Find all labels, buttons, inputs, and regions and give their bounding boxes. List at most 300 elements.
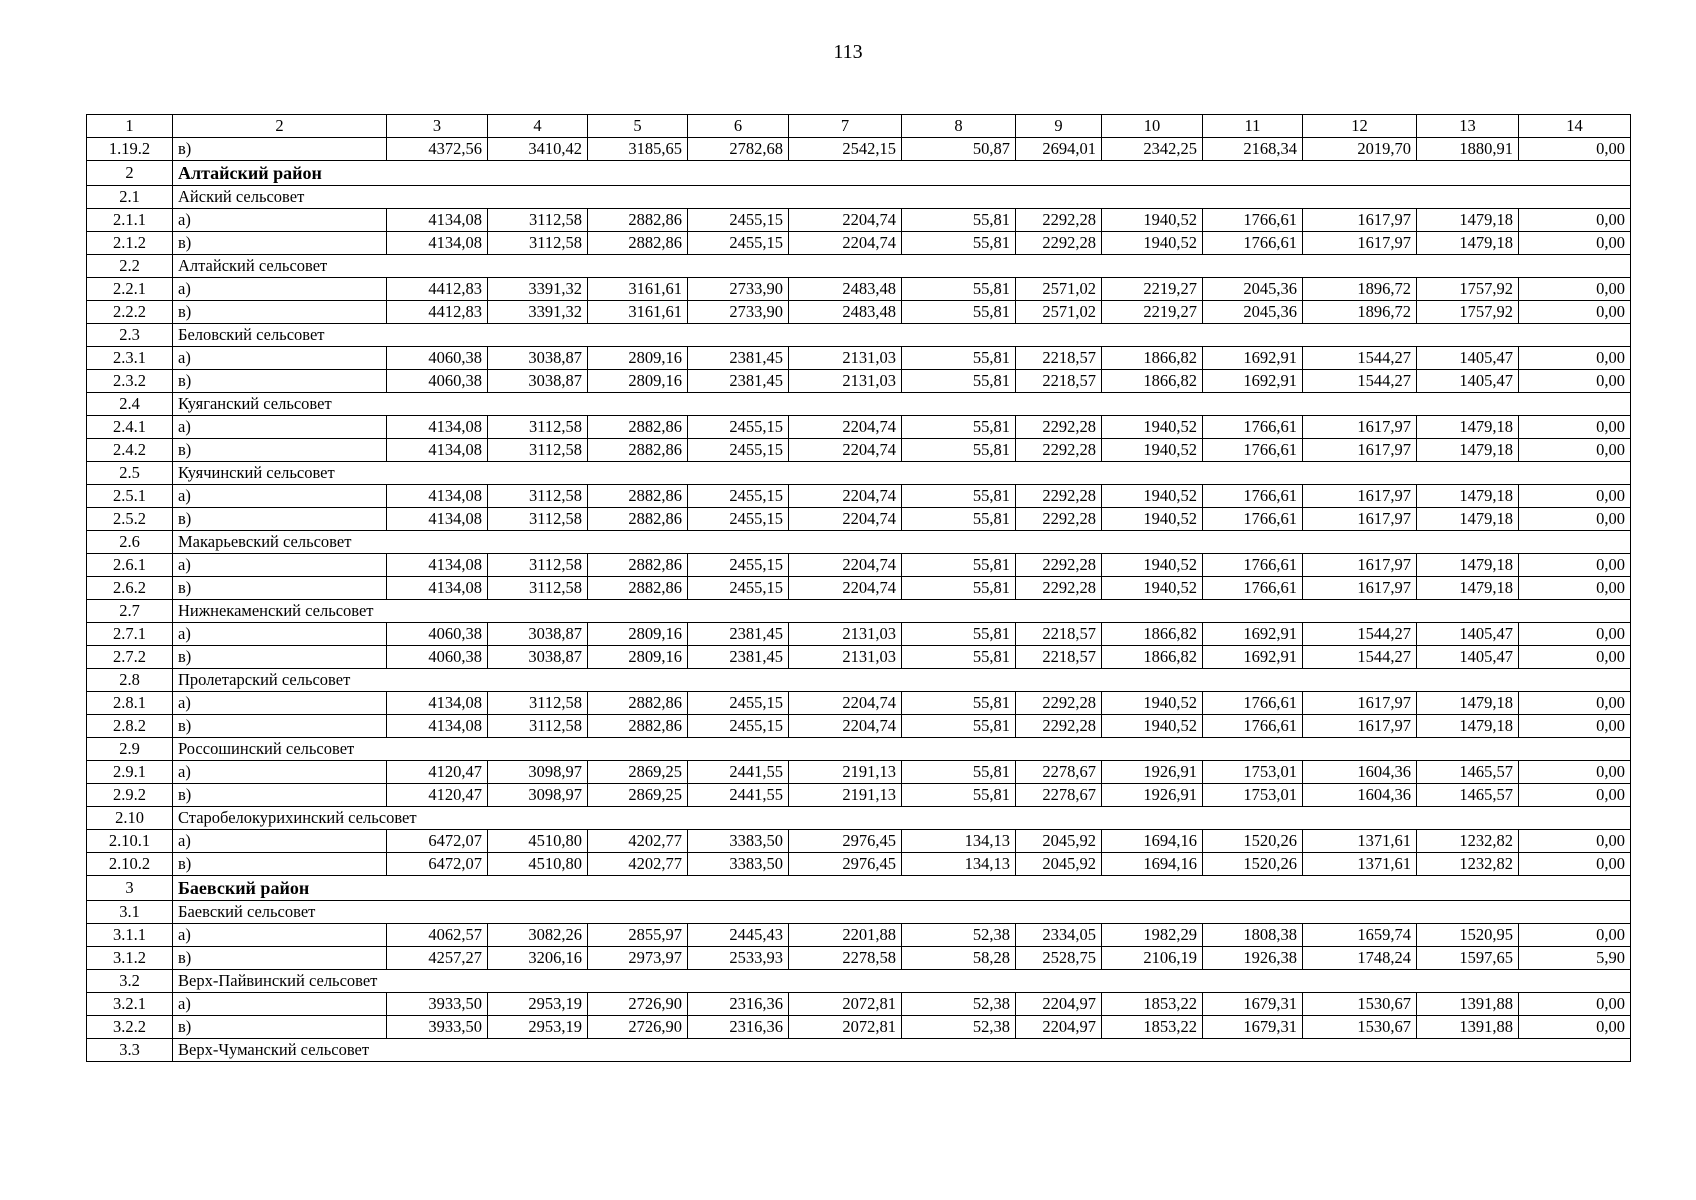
value-cell: 0,00 xyxy=(1519,577,1631,600)
value-cell: 3112,58 xyxy=(488,232,588,255)
value-cell: 1926,38 xyxy=(1203,947,1303,970)
value-cell: 2882,86 xyxy=(588,692,688,715)
value-cell: 2045,36 xyxy=(1203,301,1303,324)
value-cell: 1520,26 xyxy=(1203,853,1303,876)
value-cell: 2204,74 xyxy=(789,485,902,508)
value-cell: 2292,28 xyxy=(1016,416,1102,439)
value-cell: 2809,16 xyxy=(588,646,688,669)
row-number: 2.10.2 xyxy=(87,853,173,876)
value-cell: 1766,61 xyxy=(1203,715,1303,738)
value-cell: 3383,50 xyxy=(688,830,789,853)
row-label: в) xyxy=(173,138,387,161)
value-cell: 4202,77 xyxy=(588,830,688,853)
row-label: а) xyxy=(173,924,387,947)
value-cell: 55,81 xyxy=(902,370,1016,393)
value-cell: 2782,68 xyxy=(688,138,789,161)
value-cell: 1371,61 xyxy=(1303,853,1417,876)
value-cell: 1926,91 xyxy=(1102,784,1203,807)
header-cell: 10 xyxy=(1102,115,1203,138)
value-cell: 4134,08 xyxy=(387,508,488,531)
row-number: 3.2.1 xyxy=(87,993,173,1016)
value-cell: 2292,28 xyxy=(1016,439,1102,462)
value-cell: 2571,02 xyxy=(1016,278,1102,301)
value-cell: 0,00 xyxy=(1519,301,1631,324)
value-cell: 1753,01 xyxy=(1203,761,1303,784)
value-cell: 4120,47 xyxy=(387,784,488,807)
value-cell: 0,00 xyxy=(1519,993,1631,1016)
value-cell: 2882,86 xyxy=(588,715,688,738)
row-label: в) xyxy=(173,370,387,393)
value-cell: 4510,80 xyxy=(488,853,588,876)
value-cell: 1405,47 xyxy=(1417,370,1519,393)
value-cell: 2455,15 xyxy=(688,232,789,255)
value-cell: 2882,86 xyxy=(588,485,688,508)
value-cell: 2292,28 xyxy=(1016,715,1102,738)
row-label: в) xyxy=(173,508,387,531)
subsection-number: 2.5 xyxy=(87,462,173,485)
subsection-title: Верх-Пайвинский сельсовет xyxy=(173,970,1631,993)
data-row xyxy=(87,623,1631,646)
value-cell: 1479,18 xyxy=(1417,485,1519,508)
subsection-title: Пролетарский сельсовет xyxy=(173,669,1631,692)
value-cell: 3112,58 xyxy=(488,577,588,600)
header-cell: 1 xyxy=(87,115,173,138)
value-cell: 1940,52 xyxy=(1102,715,1203,738)
header-cell: 8 xyxy=(902,115,1016,138)
row-number: 2.9.1 xyxy=(87,761,173,784)
row-label: а) xyxy=(173,692,387,715)
header-cell: 12 xyxy=(1303,115,1417,138)
value-cell: 1940,52 xyxy=(1102,209,1203,232)
value-cell: 0,00 xyxy=(1519,623,1631,646)
data-row xyxy=(87,761,1631,784)
data-row xyxy=(87,416,1631,439)
value-cell: 1940,52 xyxy=(1102,439,1203,462)
row-number: 3.1.1 xyxy=(87,924,173,947)
value-cell: 1757,92 xyxy=(1417,278,1519,301)
value-cell: 1853,22 xyxy=(1102,1016,1203,1039)
value-cell: 2483,48 xyxy=(789,301,902,324)
value-cell: 2455,15 xyxy=(688,577,789,600)
subsection-number: 2.4 xyxy=(87,393,173,416)
subsection-title: Куяганский сельсовет xyxy=(173,393,1631,416)
value-cell: 1880,91 xyxy=(1417,138,1519,161)
subsection-number: 3.1 xyxy=(87,901,173,924)
data-row xyxy=(87,508,1631,531)
row-label: в) xyxy=(173,853,387,876)
value-cell: 1520,95 xyxy=(1417,924,1519,947)
data-row xyxy=(87,439,1631,462)
value-cell: 2694,01 xyxy=(1016,138,1102,161)
value-cell: 2441,55 xyxy=(688,761,789,784)
data-row xyxy=(87,370,1631,393)
value-cell: 1544,27 xyxy=(1303,370,1417,393)
value-cell: 2334,05 xyxy=(1016,924,1102,947)
value-cell: 1617,97 xyxy=(1303,209,1417,232)
value-cell: 3391,32 xyxy=(488,301,588,324)
value-cell: 1617,97 xyxy=(1303,416,1417,439)
data-row xyxy=(87,784,1631,807)
value-cell: 0,00 xyxy=(1519,646,1631,669)
row-number: 3.2.2 xyxy=(87,1016,173,1039)
value-cell: 3112,58 xyxy=(488,209,588,232)
value-cell: 2455,15 xyxy=(688,715,789,738)
value-cell: 4134,08 xyxy=(387,232,488,255)
value-cell: 2072,81 xyxy=(789,993,902,1016)
value-cell: 1679,31 xyxy=(1203,1016,1303,1039)
header-cell: 9 xyxy=(1016,115,1102,138)
value-cell: 3038,87 xyxy=(488,370,588,393)
data-row xyxy=(87,232,1631,255)
value-cell: 4134,08 xyxy=(387,209,488,232)
value-cell: 1766,61 xyxy=(1203,232,1303,255)
subsection-row xyxy=(87,531,1631,554)
value-cell: 4134,08 xyxy=(387,692,488,715)
value-cell: 2882,86 xyxy=(588,209,688,232)
value-cell: 4060,38 xyxy=(387,623,488,646)
row-number: 2.6.2 xyxy=(87,577,173,600)
value-cell: 55,81 xyxy=(902,623,1016,646)
row-number: 2.5.1 xyxy=(87,485,173,508)
subsection-title: Макарьевский сельсовет xyxy=(173,531,1631,554)
value-cell: 1604,36 xyxy=(1303,761,1417,784)
row-label: в) xyxy=(173,301,387,324)
value-cell: 2204,74 xyxy=(789,416,902,439)
value-cell: 2204,74 xyxy=(789,209,902,232)
value-cell: 1766,61 xyxy=(1203,692,1303,715)
value-cell: 2204,74 xyxy=(789,715,902,738)
section-title: Баевский район xyxy=(173,876,1631,901)
data-row xyxy=(87,993,1631,1016)
value-cell: 1479,18 xyxy=(1417,577,1519,600)
value-cell: 1808,38 xyxy=(1203,924,1303,947)
value-cell: 1465,57 xyxy=(1417,784,1519,807)
value-cell: 55,81 xyxy=(902,278,1016,301)
section-row xyxy=(87,876,1631,901)
value-cell: 1479,18 xyxy=(1417,692,1519,715)
value-cell: 0,00 xyxy=(1519,347,1631,370)
value-cell: 4134,08 xyxy=(387,439,488,462)
value-cell: 1766,61 xyxy=(1203,439,1303,462)
value-cell: 2204,74 xyxy=(789,508,902,531)
value-cell: 1896,72 xyxy=(1303,278,1417,301)
value-cell: 1692,91 xyxy=(1203,347,1303,370)
value-cell: 2168,34 xyxy=(1203,138,1303,161)
header-cell: 2 xyxy=(173,115,387,138)
header-cell: 13 xyxy=(1417,115,1519,138)
value-cell: 2106,19 xyxy=(1102,947,1203,970)
row-label: а) xyxy=(173,993,387,1016)
value-cell: 1982,29 xyxy=(1102,924,1203,947)
row-label: в) xyxy=(173,715,387,738)
subsection-number: 2.7 xyxy=(87,600,173,623)
value-cell: 2809,16 xyxy=(588,347,688,370)
value-cell: 2855,97 xyxy=(588,924,688,947)
table-body xyxy=(87,115,1631,1062)
row-label: а) xyxy=(173,347,387,370)
value-cell: 2381,45 xyxy=(688,347,789,370)
value-cell: 4510,80 xyxy=(488,830,588,853)
subsection-title: Россошинский сельсовет xyxy=(173,738,1631,761)
value-cell: 2542,15 xyxy=(789,138,902,161)
value-cell: 1597,65 xyxy=(1417,947,1519,970)
value-cell: 1766,61 xyxy=(1203,508,1303,531)
value-cell: 2218,57 xyxy=(1016,370,1102,393)
value-cell: 2976,45 xyxy=(789,830,902,853)
value-cell: 6472,07 xyxy=(387,830,488,853)
value-cell: 2292,28 xyxy=(1016,209,1102,232)
value-cell: 1617,97 xyxy=(1303,439,1417,462)
value-cell: 2292,28 xyxy=(1016,577,1102,600)
value-cell: 1679,31 xyxy=(1203,993,1303,1016)
subsection-title: Нижнекаменский сельсовет xyxy=(173,600,1631,623)
value-cell: 2882,86 xyxy=(588,439,688,462)
row-label: в) xyxy=(173,439,387,462)
subsection-row xyxy=(87,901,1631,924)
value-cell: 0,00 xyxy=(1519,278,1631,301)
row-number: 2.9.2 xyxy=(87,784,173,807)
row-number: 2.8.2 xyxy=(87,715,173,738)
subsection-row xyxy=(87,393,1631,416)
value-cell: 1866,82 xyxy=(1102,623,1203,646)
value-cell: 1405,47 xyxy=(1417,623,1519,646)
value-cell: 2292,28 xyxy=(1016,692,1102,715)
row-number: 2.2.2 xyxy=(87,301,173,324)
value-cell: 2131,03 xyxy=(789,623,902,646)
value-cell: 0,00 xyxy=(1519,761,1631,784)
data-row xyxy=(87,646,1631,669)
table-header-row xyxy=(87,115,1631,138)
value-cell: 2201,88 xyxy=(789,924,902,947)
value-cell: 4134,08 xyxy=(387,577,488,600)
value-cell: 1405,47 xyxy=(1417,347,1519,370)
subsection-row xyxy=(87,807,1631,830)
value-cell: 2882,86 xyxy=(588,508,688,531)
value-cell: 4060,38 xyxy=(387,347,488,370)
subsection-title: Верх-Чуманский сельсовет xyxy=(173,1039,1631,1062)
value-cell: 2316,36 xyxy=(688,993,789,1016)
value-cell: 2809,16 xyxy=(588,370,688,393)
value-cell: 1604,36 xyxy=(1303,784,1417,807)
value-cell: 0,00 xyxy=(1519,508,1631,531)
section-row xyxy=(87,161,1631,186)
value-cell: 3038,87 xyxy=(488,646,588,669)
value-cell: 1530,67 xyxy=(1303,993,1417,1016)
row-label: в) xyxy=(173,1016,387,1039)
subsection-row xyxy=(87,970,1631,993)
value-cell: 0,00 xyxy=(1519,554,1631,577)
value-cell: 3112,58 xyxy=(488,485,588,508)
value-cell: 55,81 xyxy=(902,232,1016,255)
value-cell: 3112,58 xyxy=(488,508,588,531)
value-cell: 1544,27 xyxy=(1303,623,1417,646)
value-cell: 1479,18 xyxy=(1417,554,1519,577)
value-cell: 2292,28 xyxy=(1016,485,1102,508)
value-cell: 1866,82 xyxy=(1102,347,1203,370)
value-cell: 0,00 xyxy=(1519,485,1631,508)
value-cell: 4120,47 xyxy=(387,761,488,784)
value-cell: 55,81 xyxy=(902,347,1016,370)
subsection-title: Айский сельсовет xyxy=(173,186,1631,209)
value-cell: 0,00 xyxy=(1519,715,1631,738)
value-cell: 1544,27 xyxy=(1303,646,1417,669)
value-cell: 2204,74 xyxy=(789,439,902,462)
value-cell: 0,00 xyxy=(1519,853,1631,876)
value-cell: 0,00 xyxy=(1519,209,1631,232)
value-cell: 55,81 xyxy=(902,692,1016,715)
data-row xyxy=(87,830,1631,853)
data-row xyxy=(87,209,1631,232)
row-number: 2.3.1 xyxy=(87,347,173,370)
value-cell: 2045,92 xyxy=(1016,853,1102,876)
value-cell: 3185,65 xyxy=(588,138,688,161)
value-cell: 1617,97 xyxy=(1303,508,1417,531)
value-cell: 2445,43 xyxy=(688,924,789,947)
value-cell: 4134,08 xyxy=(387,485,488,508)
value-cell: 0,00 xyxy=(1519,439,1631,462)
value-cell: 1617,97 xyxy=(1303,692,1417,715)
value-cell: 4412,83 xyxy=(387,278,488,301)
row-number: 2.4.1 xyxy=(87,416,173,439)
value-cell: 3098,97 xyxy=(488,761,588,784)
value-cell: 1405,47 xyxy=(1417,646,1519,669)
value-cell: 0,00 xyxy=(1519,830,1631,853)
value-cell: 2533,93 xyxy=(688,947,789,970)
value-cell: 0,00 xyxy=(1519,1016,1631,1039)
value-cell: 1866,82 xyxy=(1102,370,1203,393)
value-cell: 2131,03 xyxy=(789,646,902,669)
data-row xyxy=(87,577,1631,600)
value-cell: 2131,03 xyxy=(789,370,902,393)
value-cell: 2869,25 xyxy=(588,761,688,784)
value-cell: 2455,15 xyxy=(688,209,789,232)
value-cell: 1544,27 xyxy=(1303,347,1417,370)
value-cell: 1659,74 xyxy=(1303,924,1417,947)
value-cell: 1940,52 xyxy=(1102,485,1203,508)
value-cell: 1766,61 xyxy=(1203,577,1303,600)
value-cell: 1465,57 xyxy=(1417,761,1519,784)
data-row xyxy=(87,715,1631,738)
row-number: 2.3.2 xyxy=(87,370,173,393)
value-cell: 1530,67 xyxy=(1303,1016,1417,1039)
data-row xyxy=(87,278,1631,301)
value-cell: 1766,61 xyxy=(1203,485,1303,508)
value-cell: 1766,61 xyxy=(1203,554,1303,577)
value-cell: 5,90 xyxy=(1519,947,1631,970)
header-cell: 14 xyxy=(1519,115,1631,138)
value-cell: 2045,36 xyxy=(1203,278,1303,301)
value-cell: 0,00 xyxy=(1519,232,1631,255)
row-label: в) xyxy=(173,947,387,970)
subsection-title: Старобелокурихинский сельсовет xyxy=(173,807,1631,830)
data-row xyxy=(87,347,1631,370)
value-cell: 2019,70 xyxy=(1303,138,1417,161)
row-number: 2.7.2 xyxy=(87,646,173,669)
value-cell: 2483,48 xyxy=(789,278,902,301)
value-cell: 1896,72 xyxy=(1303,301,1417,324)
data-row xyxy=(87,138,1631,161)
value-cell: 3206,16 xyxy=(488,947,588,970)
value-cell: 55,81 xyxy=(902,301,1016,324)
value-cell: 2204,97 xyxy=(1016,1016,1102,1039)
value-cell: 1766,61 xyxy=(1203,209,1303,232)
row-number: 2.1.1 xyxy=(87,209,173,232)
value-cell: 1617,97 xyxy=(1303,232,1417,255)
row-label: а) xyxy=(173,623,387,646)
value-cell: 58,28 xyxy=(902,947,1016,970)
value-cell: 2218,57 xyxy=(1016,646,1102,669)
header-cell: 3 xyxy=(387,115,488,138)
value-cell: 55,81 xyxy=(902,508,1016,531)
value-cell: 4062,57 xyxy=(387,924,488,947)
value-cell: 2292,28 xyxy=(1016,232,1102,255)
value-cell: 2953,19 xyxy=(488,1016,588,1039)
value-cell: 1479,18 xyxy=(1417,508,1519,531)
subsection-title: Баевский сельсовет xyxy=(173,901,1631,924)
value-cell: 1479,18 xyxy=(1417,209,1519,232)
subsection-row xyxy=(87,462,1631,485)
value-cell: 1692,91 xyxy=(1203,370,1303,393)
data-row xyxy=(87,485,1631,508)
subsection-row xyxy=(87,1039,1631,1062)
value-cell: 3082,26 xyxy=(488,924,588,947)
value-cell: 2882,86 xyxy=(588,554,688,577)
value-cell: 2381,45 xyxy=(688,370,789,393)
value-cell: 55,81 xyxy=(902,209,1016,232)
value-cell: 55,81 xyxy=(902,761,1016,784)
value-cell: 1940,52 xyxy=(1102,416,1203,439)
row-label: а) xyxy=(173,278,387,301)
value-cell: 2455,15 xyxy=(688,439,789,462)
value-cell: 1479,18 xyxy=(1417,416,1519,439)
row-label: в) xyxy=(173,784,387,807)
value-cell: 3112,58 xyxy=(488,715,588,738)
value-cell: 3161,61 xyxy=(588,301,688,324)
data-row xyxy=(87,554,1631,577)
value-cell: 50,87 xyxy=(902,138,1016,161)
value-cell: 55,81 xyxy=(902,439,1016,462)
value-cell: 2726,90 xyxy=(588,993,688,1016)
value-cell: 2278,67 xyxy=(1016,761,1102,784)
value-cell: 3038,87 xyxy=(488,347,588,370)
value-cell: 0,00 xyxy=(1519,692,1631,715)
value-cell: 1757,92 xyxy=(1417,301,1519,324)
value-cell: 52,38 xyxy=(902,993,1016,1016)
value-cell: 4412,83 xyxy=(387,301,488,324)
subsection-title: Алтайский сельсовет xyxy=(173,255,1631,278)
row-number: 2.1.2 xyxy=(87,232,173,255)
value-cell: 1692,91 xyxy=(1203,623,1303,646)
value-cell: 1766,61 xyxy=(1203,416,1303,439)
subsection-number: 2.3 xyxy=(87,324,173,347)
value-cell: 2726,90 xyxy=(588,1016,688,1039)
value-cell: 0,00 xyxy=(1519,784,1631,807)
value-cell: 1940,52 xyxy=(1102,508,1203,531)
value-cell: 1753,01 xyxy=(1203,784,1303,807)
row-label: а) xyxy=(173,416,387,439)
value-cell: 55,81 xyxy=(902,416,1016,439)
header-cell: 11 xyxy=(1203,115,1303,138)
subsection-row xyxy=(87,186,1631,209)
row-label: а) xyxy=(173,554,387,577)
value-cell: 2381,45 xyxy=(688,646,789,669)
subsection-row xyxy=(87,324,1631,347)
subsection-number: 2.10 xyxy=(87,807,173,830)
value-cell: 1940,52 xyxy=(1102,554,1203,577)
value-cell: 3112,58 xyxy=(488,554,588,577)
value-cell: 3112,58 xyxy=(488,692,588,715)
header-cell: 5 xyxy=(588,115,688,138)
